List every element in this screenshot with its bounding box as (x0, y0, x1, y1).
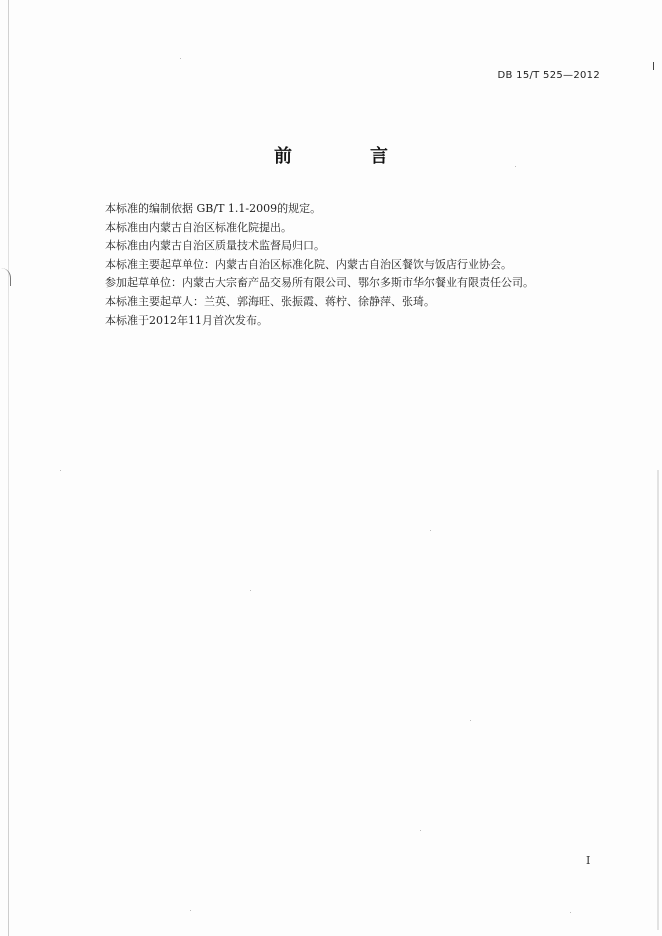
scan-speck (250, 590, 251, 591)
foreword-line: 本标准于2012年11月首次发布。 (105, 313, 268, 327)
scan-speck (180, 58, 181, 59)
foreword-line: 本标准的编制依据 GB/T 1.1-2009的规定。 (105, 202, 322, 215)
scan-left-edge (8, 0, 9, 936)
foreword-line: 本标准主要起草人：兰英、郭海旺、张振霞、蒋柠、徐静萍、张琦。 (105, 294, 435, 308)
foreword-line: 参加起草单位：内蒙古大宗畜产品交易所有限公司、鄂尔多斯市华尔餐业有限责任公司。 (105, 276, 534, 290)
scan-speck (470, 720, 471, 721)
foreword-line: 本标准主要起草单位：内蒙古自治区标准化院、内蒙古自治区餐饮与饭店行业协会。 (105, 257, 512, 271)
scan-speck (570, 912, 571, 913)
scan-speck (430, 530, 431, 531)
foreword-line: 本标准由内蒙古自治区标准化院提出。 (105, 220, 292, 234)
page-title: 前 言 (274, 146, 418, 167)
foreword-body (105, 200, 605, 330)
page-number: I (586, 854, 591, 867)
scan-right-edge (657, 470, 659, 930)
scan-corner-mark (653, 62, 654, 70)
scan-speck (190, 910, 191, 911)
document-code: DB 15/T 525—2012 (497, 70, 600, 81)
scan-left-hook (0, 268, 11, 286)
foreword-line: 本标准由内蒙古自治区质量技术监督局归口。 (105, 239, 325, 253)
scan-speck (60, 470, 61, 471)
scan-speck (420, 830, 421, 831)
